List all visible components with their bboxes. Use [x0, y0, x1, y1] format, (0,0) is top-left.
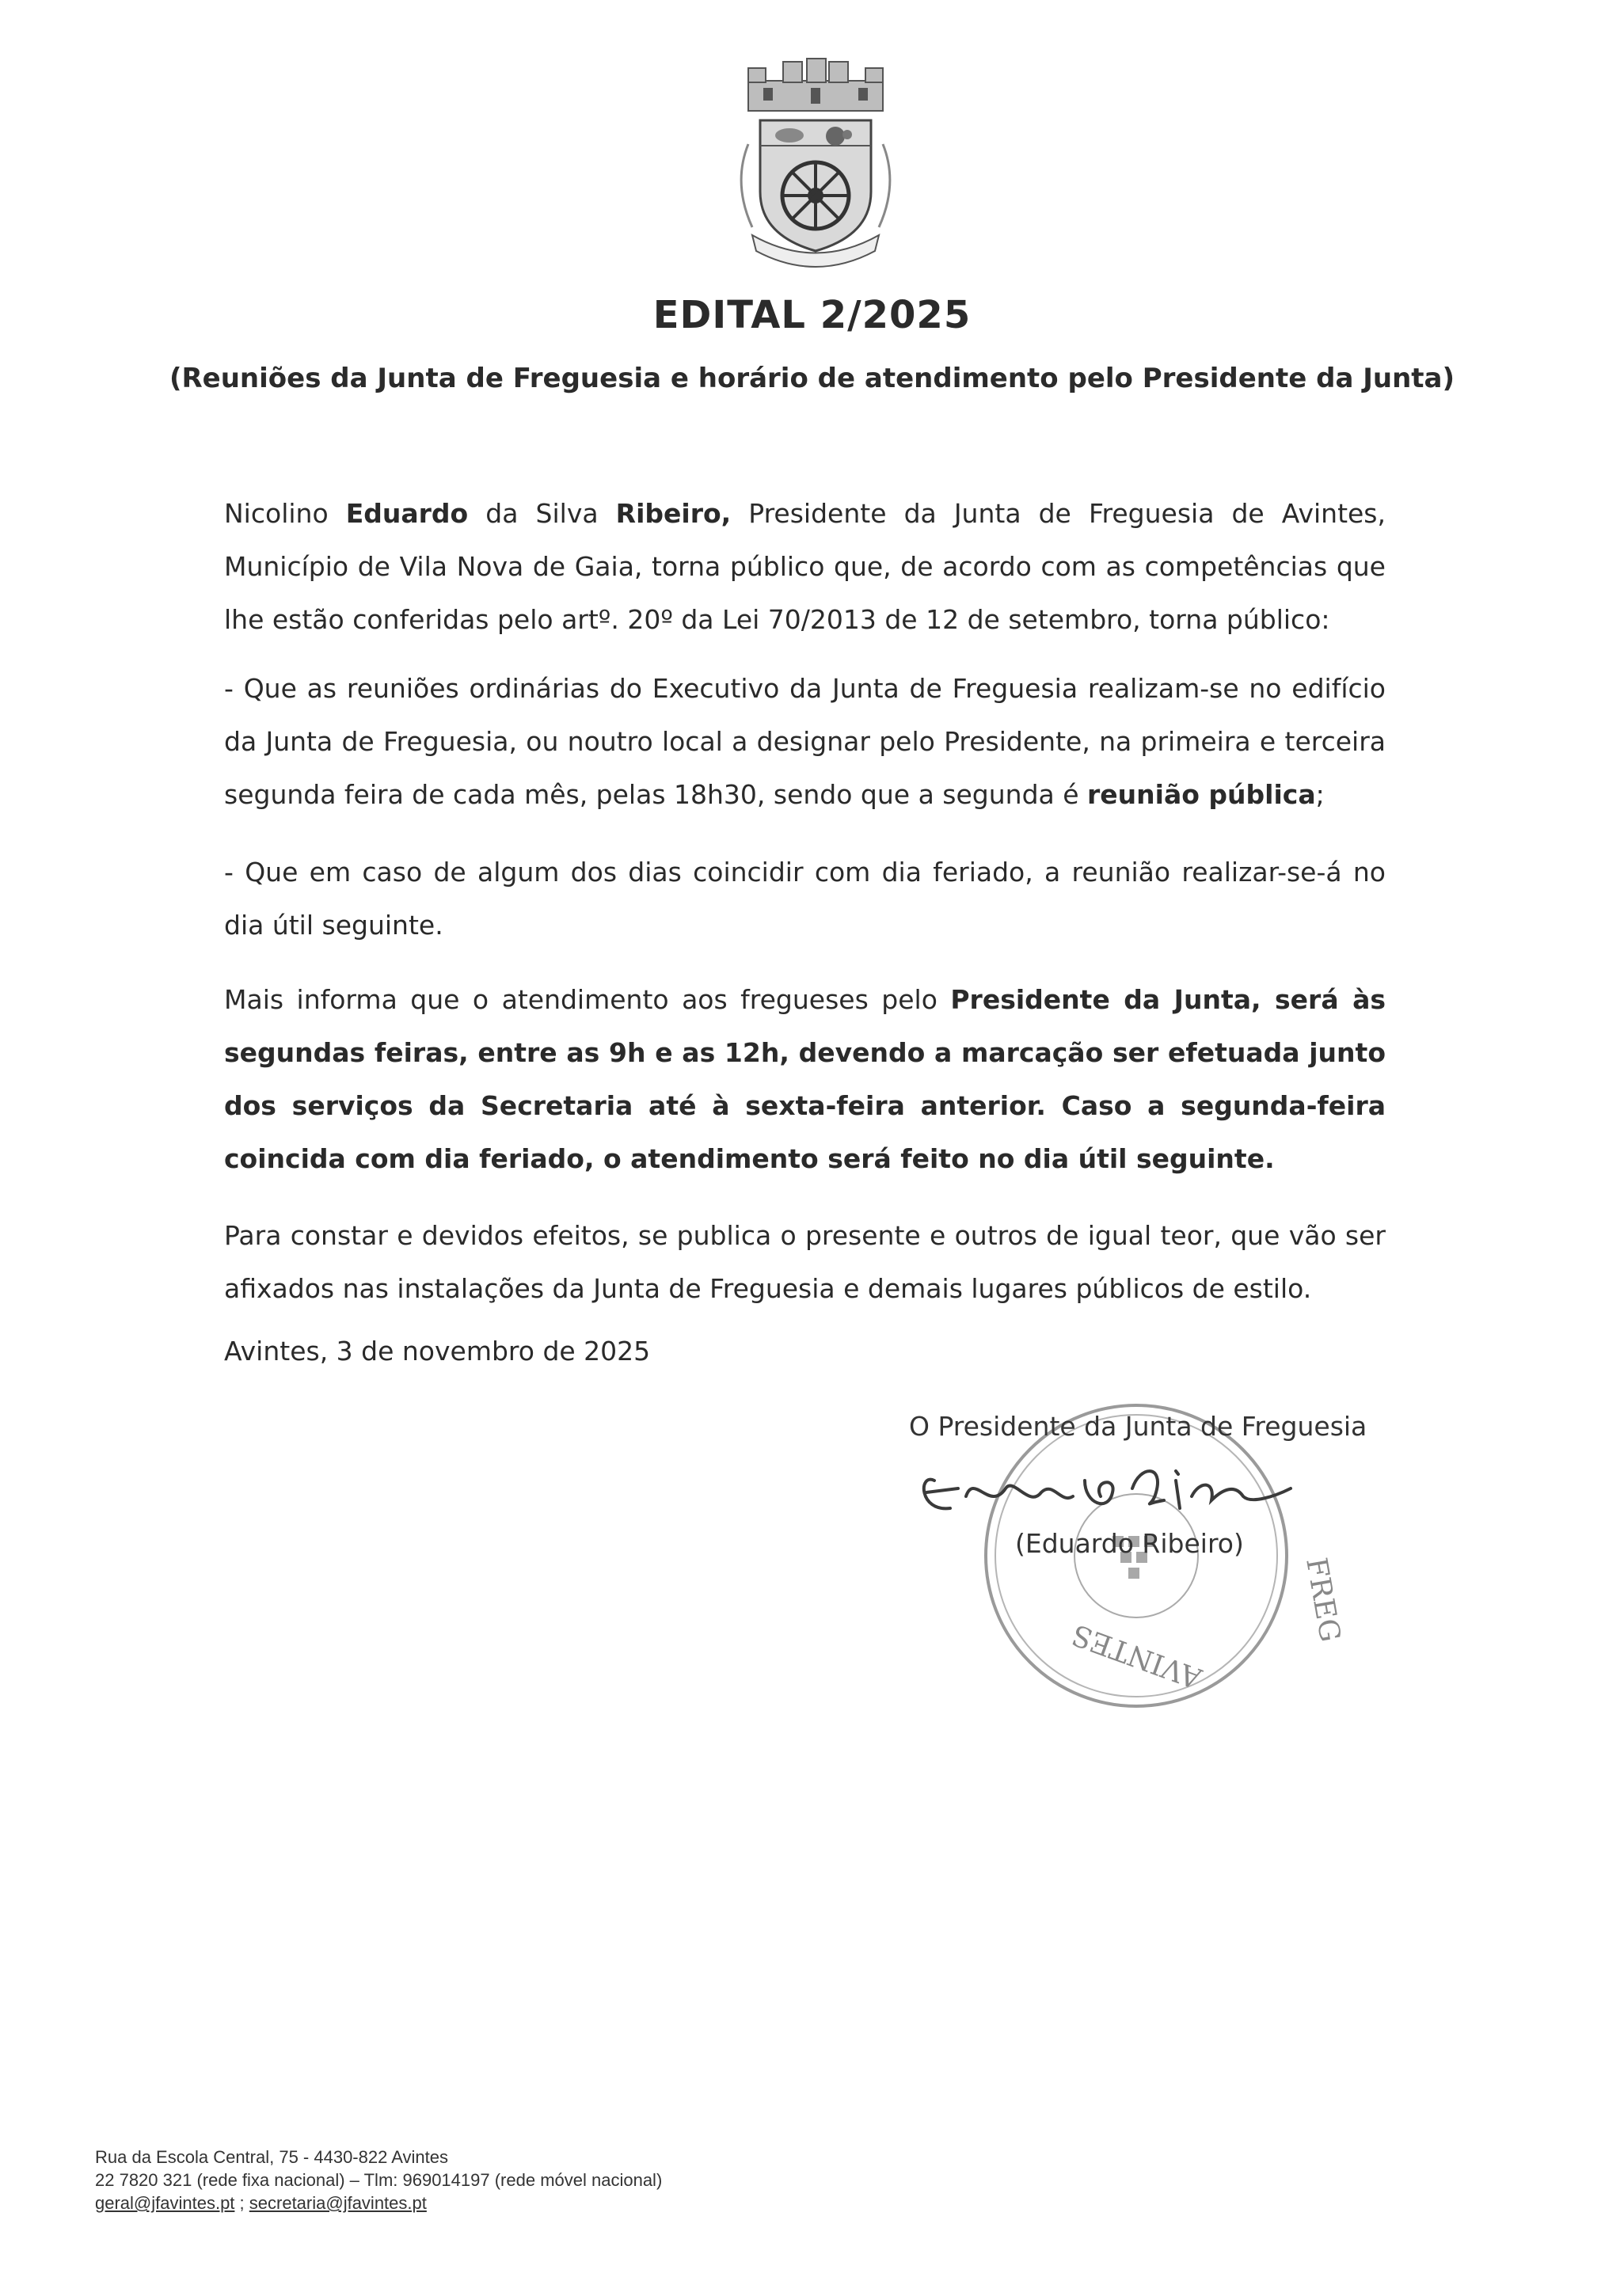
- date-line: Avintes, 3 de novembro de 2025: [224, 1336, 651, 1367]
- email-geral-link[interactable]: geral@jfavintes.pt: [95, 2193, 235, 2213]
- footer-phones: 22 7820 321 (rede fixa nacional) – Tlm: 969014197 (rede móvel nacional): [95, 2170, 663, 2190]
- svg-text:FREG: FREG: [1299, 1555, 1347, 1645]
- holiday-paragraph: - Que em caso de algum dos dias coincidir com dia feriado, a reunião realizar-se-á no dia útil seguinte.: [224, 857, 1386, 941]
- document-subtitle: (Reuniões da Junta de Freguesia e horário de atendimento pelo Presidente da Junta): [169, 363, 1455, 394]
- signature-role: O Presidente da Junta de Freguesia: [909, 1411, 1367, 1442]
- closing-paragraph: Para constar e devidos efeitos, se publica o presente e outros de igual teor, que vão ser afixados nas instalações da Junta de Freguesia e demais lugares públicos de estilo.: [224, 1220, 1386, 1304]
- svg-text:AVINTES: AVINTES: [1067, 1617, 1207, 1695]
- coat-of-arms-logo: [717, 57, 915, 271]
- intro-paragraph: Nicolino Eduardo da Silva Ribeiro, Presidente da Junta de Freguesia de Avintes, Município de Vila Nova de Gaia, torna público que, de acordo com as competências que lhe estão conferidas pelo artº. 20º da Lei 70/2013 de 12 de setembro, torna público:: [224, 498, 1386, 635]
- signature-block: [903, 1378, 1394, 1726]
- document-title: EDITAL 2/2025: [652, 293, 972, 337]
- meetings-paragraph: - Que as reuniões ordinárias do Executivo da Junta de Freguesia realizam-se no edifício da Junta de Freguesia, ou noutro local a designar pelo Presidente, na primeira e terceira segunda feira de cada mês, pelas 18h30, sendo que a segunda é reunião pública;: [224, 673, 1386, 810]
- footer-address: Rua da Escola Central, 75 - 4430-822 Avintes: [95, 2147, 448, 2167]
- signatory-name: (Eduardo Ribeiro): [1015, 1528, 1244, 1559]
- footer-contacts: [95, 2146, 662, 2214]
- footer-emails: geral@jfavintes.pt ; secretaria@jfavintes.pt: [95, 2193, 427, 2213]
- attendance-paragraph: Mais informa que o atendimento aos fregueses pelo Presidente da Junta, será às segundas feiras, entre as 9h e as 12h, devendo a marcação ser efetuada junto dos serviços da Secretaria até à sexta-feira anterior. Caso a segunda-feira coincida com dia feriado, o atendimento será feito no dia útil seguinte.: [224, 984, 1386, 1174]
- email-secretaria-link[interactable]: secretaria@jfavintes.pt: [249, 2193, 427, 2213]
